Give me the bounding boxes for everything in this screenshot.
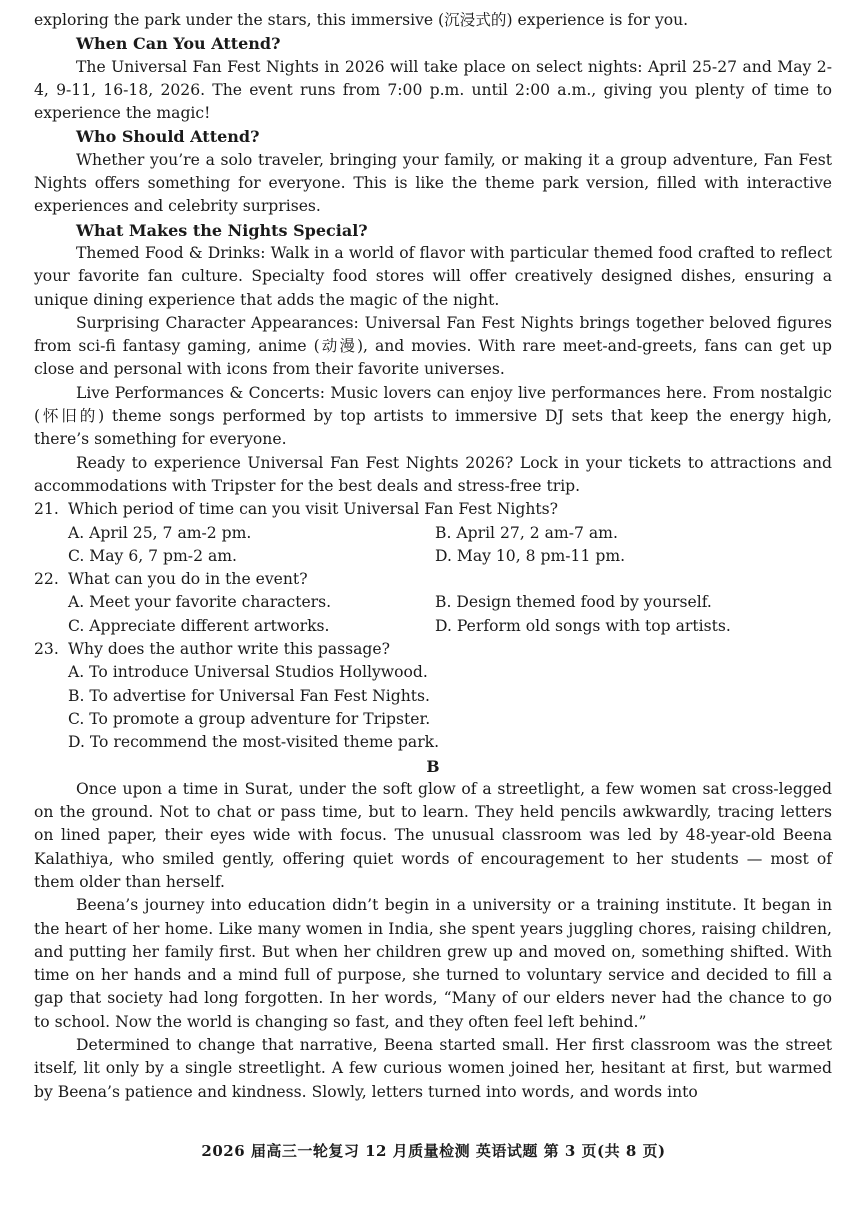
page-content — [34, 9, 832, 1104]
question-22 — [34, 568, 832, 638]
options-grid — [34, 522, 832, 569]
heading-when: When Can You Attend? — [76, 34, 281, 54]
paragraph-intro-end: exploring the park under the stars, this immersive (沉浸式的) experience is for you. — [34, 11, 689, 29]
section-b-label: B — [426, 756, 440, 776]
question-text: Which period of time can you visit Universal Fan Fest Nights? — [68, 500, 559, 519]
paragraph-ready: Ready to experience Universal Fan Fest Nights 2026? Lock in your tickets to attractions and accommodations with Tripster for the best deals and stress-free trip. — [34, 453, 832, 495]
question-21 — [34, 498, 832, 568]
page-footer: 2026 届高三一轮复习 12 月质量检测 英语试题 第 3 页(共 8 页) — [201, 1142, 666, 1160]
paragraph-who: Whether you’re a solo traveler, bringing your family, or making it a group adventure, Fan Fest Nights offers something for everyone. This is like the theme park version, filled with interactive experiences and celebrity surprises. — [34, 150, 832, 216]
paragraph-when: The Universal Fan Fest Nights in 2026 will take place on select nights: April 25-27 and May 2-4, 9-11, 16-18, 2026. The event runs from 7:00 p.m. until 2:00 a.m., giving you plenty of time to experience the magic! — [34, 57, 832, 123]
question-number: 21. — [34, 500, 59, 519]
option-c[interactable]: C. Appreciate different artworks. — [68, 616, 330, 635]
option-a[interactable]: A. Meet your favorite characters. — [68, 593, 332, 612]
option-a[interactable]: A. April 25, 7 am-2 pm. — [68, 523, 252, 542]
question-text: What can you do in the event? — [68, 570, 308, 589]
paragraph-characters: Surprising Character Appearances: Universal Fan Fest Nights brings together beloved figures from sci-fi fantasy gaming, anime (动漫), and movies. With rare meet-and-greets, fans can get up close and personal with icons from their favorite universes. — [34, 313, 832, 379]
option-b[interactable]: B. To advertise for Universal Fan Fest Nights. — [68, 686, 430, 705]
question-text: Why does the author write this passage? — [68, 640, 390, 659]
option-d[interactable]: D. Perform old songs with top artists. — [435, 616, 731, 635]
question-23 — [34, 638, 832, 754]
option-d[interactable]: D. May 10, 8 pm-11 pm. — [435, 546, 626, 565]
paragraph-live: Live Performances & Concerts: Music lovers can enjoy live performances here. From nostalgic (怀旧的) theme songs performed by top artists to immersive DJ sets that keep the energy high, there’s something for everyone. — [34, 383, 832, 449]
options-grid — [34, 591, 832, 638]
paragraph-b2: Beena’s journey into education didn’t begin in a university or a training institute. It began in the heart of her home. Like many women in India, she spent years juggling chores, raising children, and putting her family first. But when her children grew up and moved on, something shifted. With time on her hands and a mind full of purpose, she turned to voluntary service and decided to fill a gap that society had long forgotten. In her words, “Many of our elders never had the chance to go to school. Now the world is changing so fast, and they often feel left behind.” — [34, 896, 832, 1031]
option-c[interactable]: C. May 6, 7 pm-2 am. — [68, 546, 237, 565]
option-b[interactable]: B. Design themed food by yourself. — [435, 593, 712, 612]
heading-who: Who Should Attend? — [76, 127, 260, 147]
options-list — [34, 661, 832, 754]
question-number: 22. — [34, 570, 59, 589]
paragraph-food: Themed Food & Drinks: Walk in a world of flavor with particular themed food crafted to reflect your favorite fan culture. Specialty food stores will offer creatively designed dishes, ensuring a unique dining experience that adds the magic of the night. — [34, 243, 832, 309]
heading-what: What Makes the Nights Special? — [76, 220, 368, 240]
option-b[interactable]: B. April 27, 2 am-7 am. — [435, 523, 618, 542]
question-number: 23. — [34, 640, 59, 659]
option-a[interactable]: A. To introduce Universal Studios Hollywood. — [68, 663, 428, 682]
option-c[interactable]: C. To promote a group adventure for Tripster. — [68, 709, 431, 728]
paragraph-b1: Once upon a time in Surat, under the soft glow of a streetlight, a few women sat cross-legged on the ground. Not to chat or pass time, but to learn. They held pencils awkwardly, tracing letters on lined paper, their eyes wide with focus. The unusual classroom was led by 48-year-old Beena Kalathiya, who smiled gently, offering quiet words of encouragement to her students — most of them older than herself. — [34, 779, 832, 891]
paragraph-b3: Determined to change that narrative, Beena started small. Her first classroom was the street itself, lit only by a single streetlight. A few curious women joined her, hesitant at first, but warmed by Beena’s patience and kindness. Slowly, letters turned into words, and words into — [34, 1036, 832, 1101]
option-d[interactable]: D. To recommend the most-visited theme park. — [68, 733, 440, 752]
